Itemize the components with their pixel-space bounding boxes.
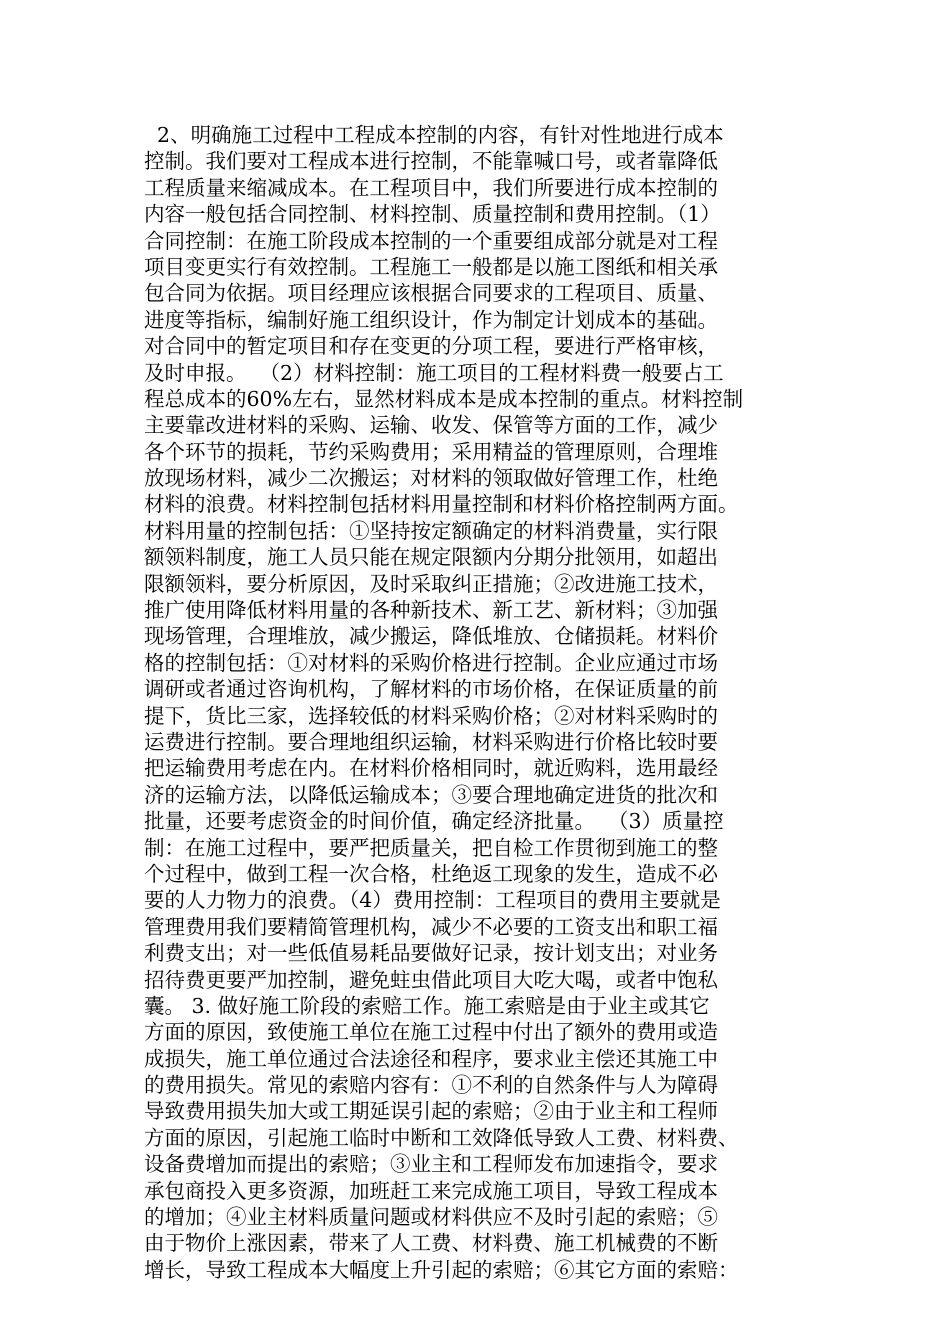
text-line: 材料的浪费。材料控制包括材料用量控制和材料价格控制两方面。 (144, 492, 739, 517)
text-line: 对合同中的暂定项目和存在变更的分项工程，要进行严格审核， (144, 334, 718, 359)
text-line: 方面的原因，引起施工临时中断和工效降低导致人工费、材料费、 (144, 1125, 739, 1150)
text-line: 控制。我们要对工程成本进行控制，不能靠喊口号，或者靠降低 (144, 149, 718, 174)
text-line: 各个环节的损耗，节约采购费用；采用精益的管理原则，合理堆 (144, 439, 718, 464)
text-line: 程总成本的60%左右，显然材料成本是成本控制的重点。材料控制 (144, 386, 744, 411)
text-line: 的增加；④业主材料质量问题或材料供应不及时引起的索赔；⑤ (144, 1205, 718, 1230)
text-line: 进度等指标，编制好施工组织设计，作为制定计划成本的基础。 (144, 307, 718, 332)
text-line: 工程质量来缩减成本。在工程项目中，我们所要进行成本控制的 (144, 175, 718, 200)
text-line: 及时申报。 （2）材料控制：施工项目的工程材料费一般要占工 (144, 360, 724, 385)
text-line: 方面的原因，致使施工单位在施工过程中付出了额外的费用或造 (144, 1020, 718, 1045)
text-line: 额领料制度，施工人员只能在规定限额内分期分批领用，如超出 (144, 545, 718, 570)
text-line: 个过程中，做到工程一次合格，杜绝返工现象的发生，造成不必 (144, 861, 718, 886)
text-line: 囊。 3. 做好施工阶段的索赔工作。施工索赔是由于业主或其它 (144, 993, 710, 1018)
text-line: 推广使用降低材料用量的各种新技术、新工艺、新材料；③加强 (144, 598, 718, 623)
text-line: 增长，导致工程成本大幅度上升引起的索赔；⑥其它方面的索赔： (144, 1257, 739, 1282)
text-line: 调研或者通过咨询机构，了解材料的市场价格，在保证质量的前 (144, 677, 718, 702)
text-line: 材料用量的控制包括：①坚持按定额确定的材料消费量，实行限 (144, 518, 718, 543)
text-line: 运费进行控制。要合理地组织运输，材料采购进行价格比较时要 (144, 729, 718, 754)
text-line: 2、明确施工过程中工程成本控制的内容，有针对性地进行成本 (144, 123, 724, 147)
text-line: 要的人力物力的浪费。（4）费用控制：工程项目的费用主要就是 (144, 888, 721, 913)
text-line: 成损失，施工单位通过合法途径和程序，要求业主偿还其施工中 (144, 1046, 718, 1071)
text-line: 现场管理，合理堆放，减少搬运，降低堆放、仓储损耗。材料价 (144, 624, 718, 649)
text-line: 包合同为依据。项目经理应该根据合同要求的工程项目、质量、 (144, 281, 718, 306)
text-line: 内容一般包括合同控制、材料控制、质量控制和费用控制。（1） (144, 202, 721, 227)
text-line: 限额领料，要分析原因，及时采取纠正措施；②改进施工技术， (144, 571, 718, 596)
text-line: 设备费增加而提出的索赔；③业主和工程师发布加速指令，要求 (144, 1152, 718, 1177)
text-line: 承包商投入更多资源，加班赶工来完成施工项目，导致工程成本 (144, 1178, 718, 1203)
text-line: 的费用损失。常见的索赔内容有：①不利的自然条件与人为障碍 (144, 1073, 718, 1098)
text-line: 项目变更实行有效控制。工程施工一般都是以施工图纸和相关承 (144, 254, 718, 279)
text-line: 提下，货比三家，选择较低的材料采购价格；②对材料采购时的 (144, 703, 718, 728)
text-line: 主要靠改进材料的采购、运输、收发、保管等方面的工作，减少 (144, 413, 718, 438)
text-line: 制：在施工过程中，要严把质量关，把自检工作贯彻到施工的整 (144, 835, 718, 860)
text-line: 格的控制包括：①对材料的采购价格进行控制。企业应通过市场 (144, 650, 718, 675)
document-page (144, 122, 789, 1283)
text-line: 导致费用损失加大或工期延误引起的索赔；②由于业主和工程师 (144, 1099, 718, 1124)
text-line: 由于物价上涨因素，带来了人工费、材料费、施工机械费的不断 (144, 1231, 718, 1256)
text-line: 批量，还要考虑资金的时间价值，确定经济批量。 （3）质量控 (144, 809, 724, 834)
text-line: 招待费更要严加控制，避免蛀虫借此项目大吃大喝，或者中饱私 (144, 967, 718, 992)
text-line: 把运输费用考虑在内。在材料价格相同时，就近购料，选用最经 (144, 756, 718, 781)
text-line: 利费支出；对一些低值易耗品要做好记录，按计划支出；对业务 (144, 941, 718, 966)
text-line: 合同控制：在施工阶段成本控制的一个重要组成部分就是对工程 (144, 228, 718, 253)
text-line: 济的运输方法，以降低运输成本；③要合理地确定进货的批次和 (144, 782, 718, 807)
text-line: 放现场材料，减少二次搬运；对材料的领取做好管理工作，杜绝 (144, 466, 718, 491)
text-line: 管理费用我们要精简管理机构，减少不必要的工资支出和职工福 (144, 914, 718, 939)
